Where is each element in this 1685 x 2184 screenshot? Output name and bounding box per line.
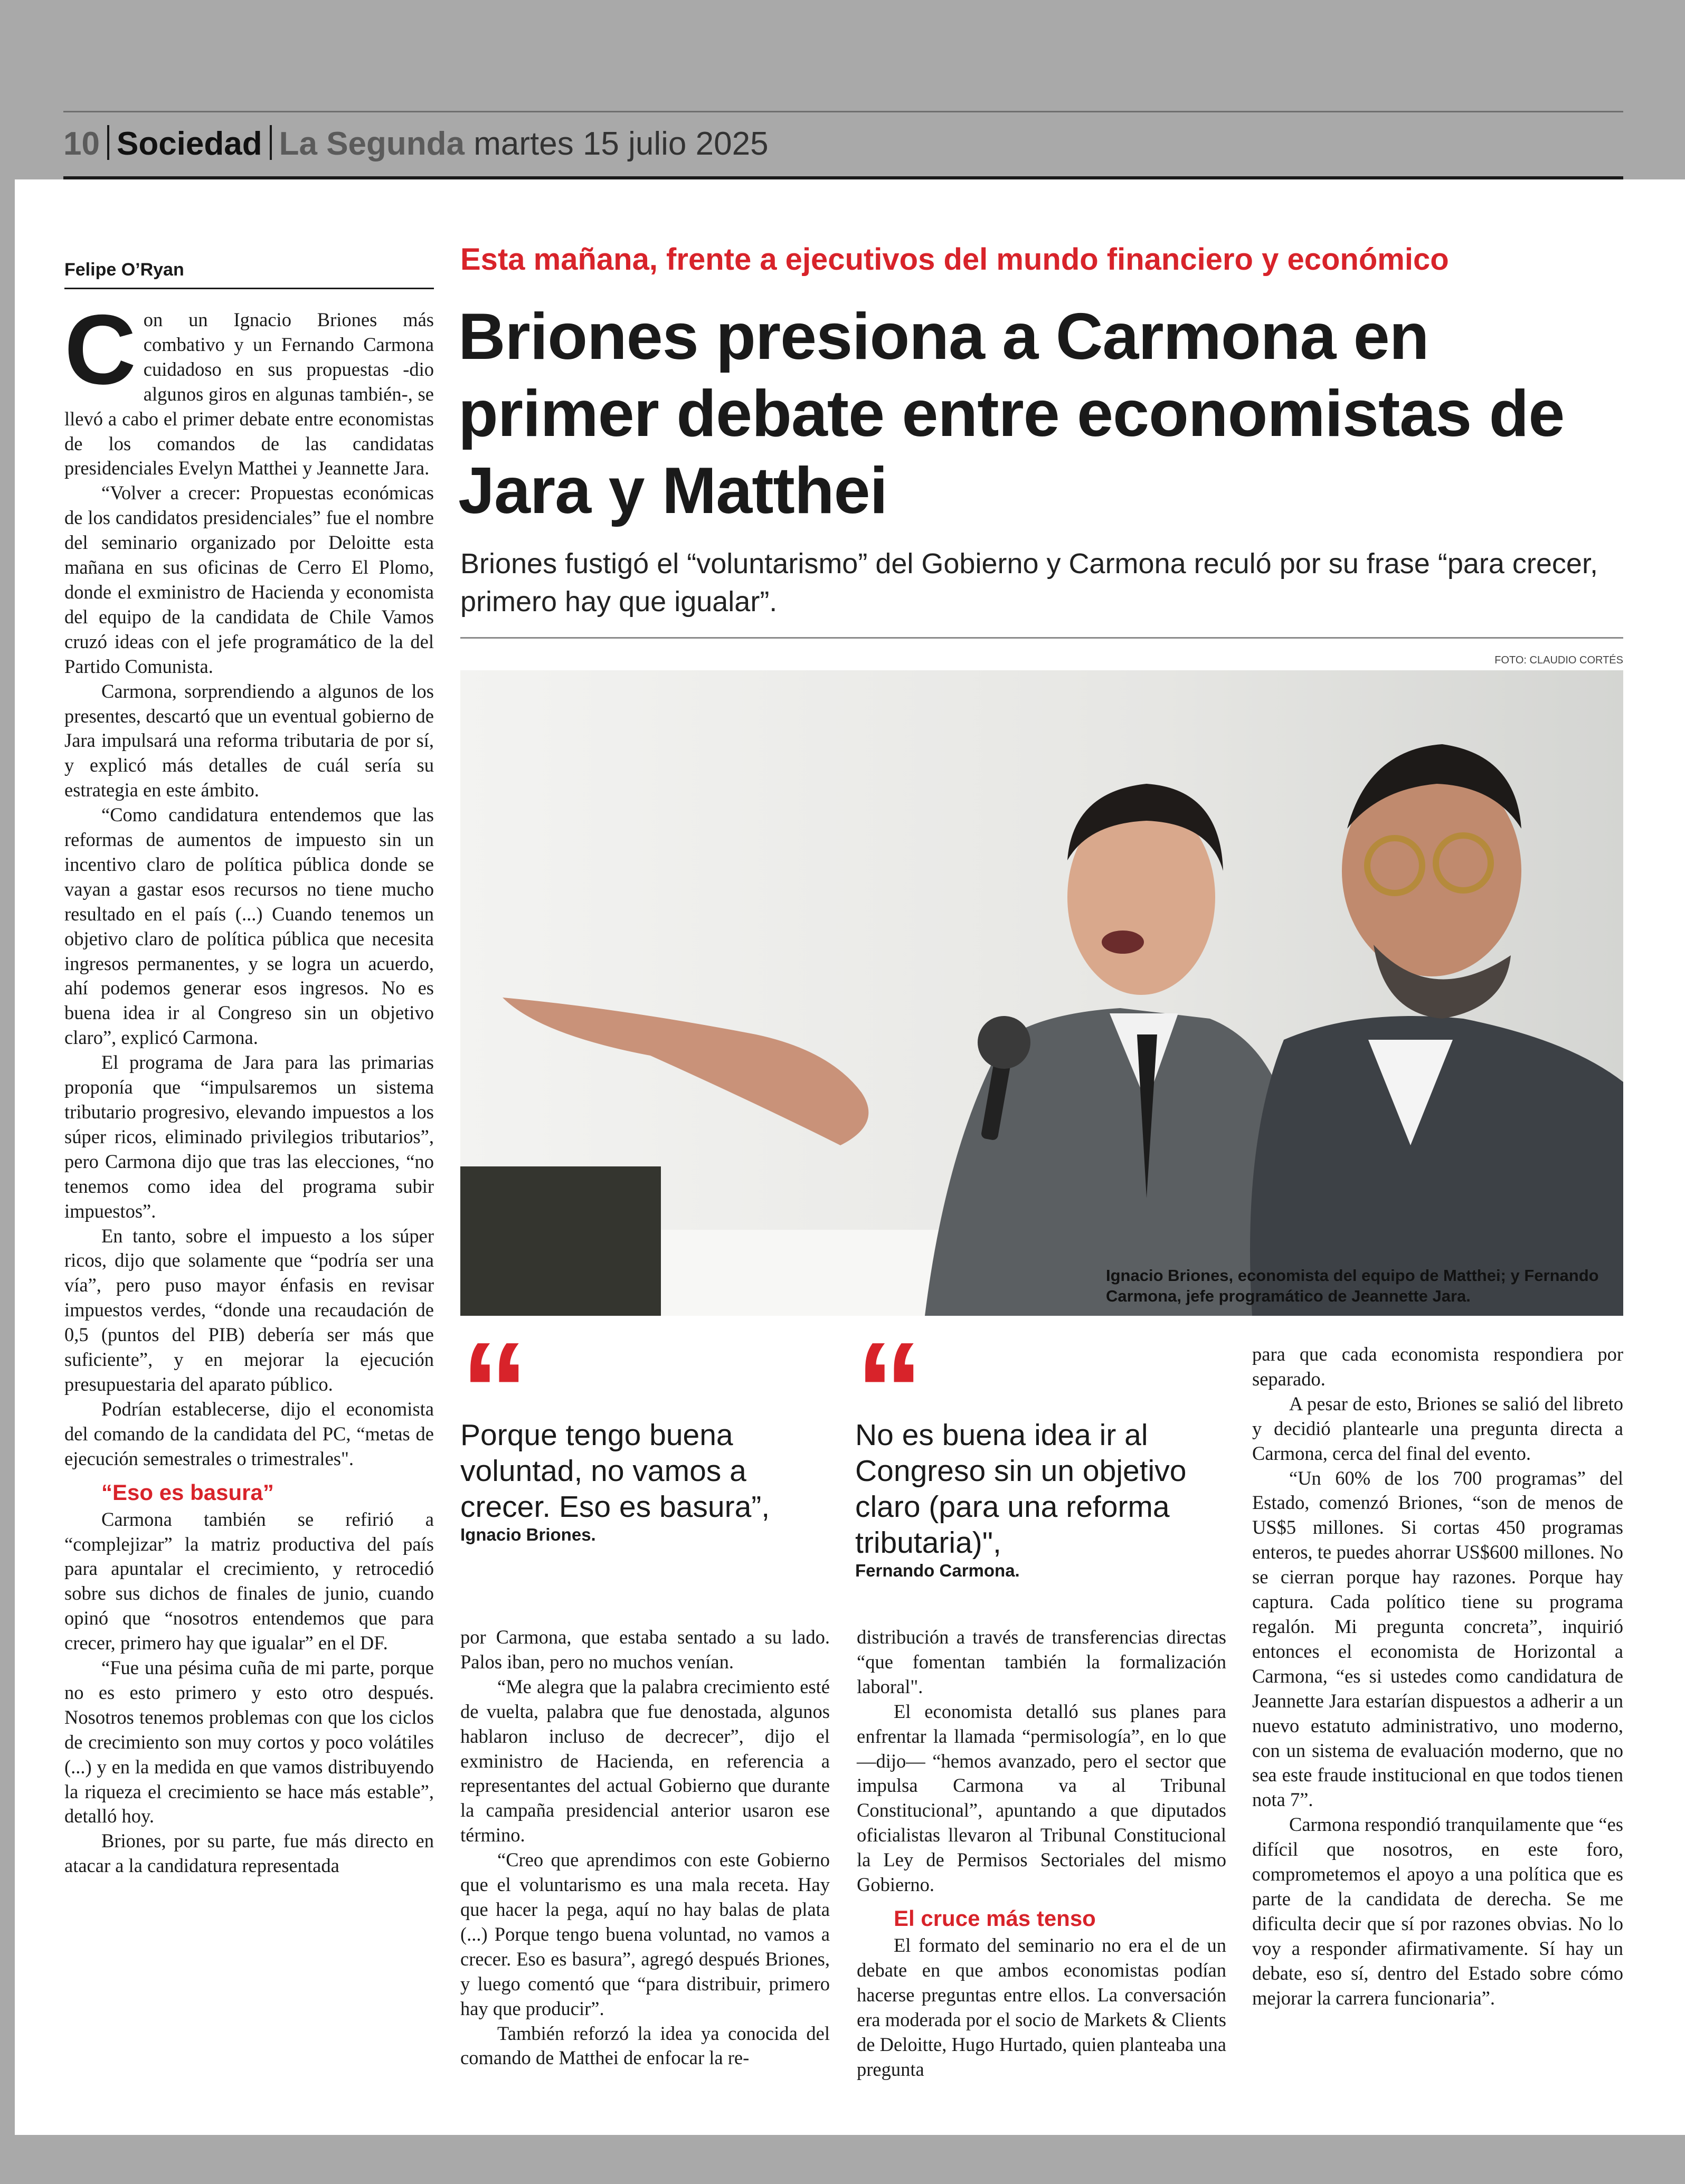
page-number: 10	[63, 126, 100, 162]
pull-quote-carmona	[855, 1338, 1230, 1581]
paragraph: “Como candidatura entendemos que las reformas de aumentos de impuesto sin un incentivo claro de política pública donde se vayan a gastar esos recursos no tiene mucho resultado en el país (...) Cuando tenemos un objetivo claro de política pública que necesita ingresos permanentes, y se logra un acuerdo, ahí podemos generar esos ingresos. No es buena idea ir al Congreso sin un objetivo claro”, explicó Carmona.	[64, 804, 434, 1049]
paragraph: El programa de Jara para las primarias proponía que “impulsaremos un sistema tributario progresivo, elevando impuestos a los súper ricos, eliminado privilegios tributarios”, pero Carmona dijo que tras las elecciones, “no tenemos como idea del programa subir impuestos”.	[64, 1051, 434, 1222]
paragraph: En tanto, sobre el impuesto a los súper ricos, dijo que solamente que “podría ser una vía”, pero puso mayor énfasis en revisar impuestos verdes, “donde una recaudación de 0,5 (puntos del PIB) debería ser más que suficiente”, y en mejorar la ejecución presupuestaria del aparato público.	[64, 1224, 434, 1395]
paragraph: Briones, por su parte, fue más directo en atacar a la candidatura representada	[64, 1830, 434, 1877]
paragraph: Carmona también se refirió a “complejizar” la matriz productiva del país para apuntalar el crecimiento, y retrocedió sobre sus dichos de finales de junio, cuando opinó que “nosotros entendemos que para crecer, primero hay que igualar” en el DF.	[64, 1508, 434, 1654]
paragraph: A pesar de esto, Briones se salió del libreto y decidió plantearle una pregunta directa a Carmona, cerca del final del evento.	[1252, 1392, 1623, 1464]
byline: Felipe O’Ryan	[64, 260, 184, 280]
photo-credit: FOTO: CLAUDIO CORTÉS	[1494, 654, 1623, 666]
paragraph: El formato del seminario no era el de un debate en que ambos economistas podían hacerse preguntas entre ellos. La conversación era moderada por el socio de Markets & Clients de Deloitte, Hugo Hurtado, quien planteaba una pregunta	[857, 1934, 1226, 2080]
quote-text: Porque tengo buena voluntad, no vamos a crecer. Eso es basura”,	[460, 1418, 770, 1524]
paragraph: “Fue una pésima cuña de mi parte, porque no es esto primero y esto otro después. Nosotros tenemos problemas con que los ciclos de crecimiento son muy cortos y poco volátiles (...) y en la medida en que vamos distribuyendo la riqueza el crecimiento se hace más estable”, detalló hoy.	[64, 1657, 434, 1827]
page-header	[63, 111, 1623, 174]
quote-author: Fernando Carmona.	[855, 1561, 1020, 1580]
drop-cap: C	[64, 294, 136, 405]
folio-divider	[270, 125, 272, 160]
article-column-1	[64, 294, 434, 1878]
quote-text: No es buena idea ir al Congreso sin un objetivo claro (para una reforma tributaria)",	[855, 1418, 1187, 1560]
quote-marks: “	[460, 1338, 524, 1417]
paragraph-text: on un Ignacio Briones más combativo y un Fernando Carmona cuidadoso en sus propuestas -dio algunos giros en algunas también-, se llevó a cabo el primer debate entre economistas de los comandos de las candidatas presidenciales Evelyn Matthei y Jeannette Jara.	[64, 309, 434, 479]
paragraph: “Volver a crecer: Propuestas económicas de los candidatos presidenciales” fue el nombre del seminario organizado por Deloitte esta mañana en sus oficinas de Cerro El Plomo, donde el exministro de Hacienda y economista del equipo de la candidata de Chile Vamos cruzó ideas con el jefe programático de la del Partido Comunista.	[64, 482, 434, 677]
deck-rule	[460, 637, 1623, 639]
paragraph: “Un 60% de los 700 programas” del Estado, comenzó Briones, “son de menos de US$5 millones. Si cortas 450 programas enteros, te puedes ahorrar US$600 millones. No se cierran porque hay razones. Porque hay captura. Cada político tiene su programa regalón. Mi pregunta concreta”, inquirió entonces el economista de Horizontal a Carmona, “es si ustedes como candidatura de Jeannette Jara estarían dispuestos a adherir a un nuevo estatuto administrativo, uno moderno, con un sistema de evaluación moderno, que no sea este fraude institucional en que todos tienen nota 7”.	[1252, 1467, 1623, 1811]
newspaper-name: La Segunda	[279, 126, 465, 162]
photo-caption: Ignacio Briones, economista del equipo de Matthei; y Fernando Carmona, jefe programático de Jeannette Jara.	[1106, 1266, 1599, 1305]
issue-date: martes 15 julio 2025	[474, 126, 769, 162]
section-name: Sociedad	[116, 126, 262, 162]
paragraph: El economista detalló sus planes para enfrentar la llamada “permisología”, en lo que —dijo— “hemos avanzado, pero el sector que impulsa Carmona va al Tribunal Constitucional”, apuntando a que diputados oficialistas llevaron al Tribunal Constitucional la Ley de Permisos Sectoriales del mismo Gobierno.	[857, 1700, 1226, 1896]
article-column-3	[857, 1625, 1226, 2082]
headline: Briones presiona a Carmona en primer debate entre economistas de Jara y Matthei	[458, 300, 1565, 527]
photo-illustration	[460, 670, 1623, 1316]
paragraph: para que cada economista respondiera por separado.	[1252, 1343, 1623, 1390]
folio-divider	[107, 125, 109, 160]
paragraph: “Me alegra que la palabra crecimiento esté de vuelta, palabra que fue denostada, algunos hablaron incluso de decrecer”, dijo el exministro de Hacienda, en referencia a representantes del actual Gobierno que durante la campaña presidencial anterior usaron ese término.	[460, 1675, 830, 1846]
pull-quote-briones	[460, 1338, 835, 1545]
paragraph: Carmona respondió tranquilamente que “es difícil que nosotros, en este foro, comprometemos el apoyo a una política que es parte de la candidata de derecha. Se me dificulta decir que sí por razones obvias. No lo voy a responder afirmativamente. Sí hay un debate, eso sí, dentro del Estado sobre cómo mejorar la carrera funcionaria”.	[1252, 1813, 1623, 2009]
article-column-2	[460, 1625, 830, 2071]
paragraph: También reforzó la idea ya conocida del comando de Matthei de enfocar la re-	[460, 2022, 830, 2069]
lead-paragraph	[64, 294, 434, 481]
byline-rule	[64, 288, 434, 289]
folio	[63, 120, 769, 168]
deck: Briones fustigó el “voluntarismo” del Gobierno y Carmona reculó por su frase “para crecer, primero hay que igualar”.	[460, 548, 1598, 618]
kicker: Esta mañana, frente a ejecutivos del mundo financiero y económico	[460, 242, 1449, 277]
quote-marks: “	[855, 1338, 919, 1417]
paragraph: Carmona, sorprendiendo a algunos de los presentes, descartó que un eventual gobierno de Jara impulsará una reforma tributaria de por sí, y explicó más detalles de cuál sería su estrategia en este ámbito.	[64, 680, 434, 801]
paragraph: por Carmona, que estaba sentado a su lado. Palos iban, pero no muchos venían.	[460, 1626, 830, 1673]
header-top-rule	[63, 111, 1623, 112]
quote-author: Ignacio Briones.	[460, 1525, 596, 1544]
paragraph: Podrían establecerse, dijo el economista del comando de la candidata del PC, “metas de ejecución semestrales o trimestrales".	[64, 1398, 434, 1469]
paragraph: “Creo que aprendimos con este Gobierno que el voluntarismo es una mala receta. Hay que hacer la pega, aquí no hay balas de plata (...) Porque tengo buena voluntad, no vamos a crecer. Eso es basura”, agregó después Briones, y luego comentó que “para distribuir, primero hay que producir”.	[460, 1849, 830, 2019]
paragraph: distribución a través de transferencias directas “que fomentan también la formalización laboral".	[857, 1626, 1226, 1697]
article-column-4	[1252, 1342, 1623, 2010]
background-furniture	[460, 1166, 661, 1316]
subhead: “Eso es basura”	[101, 1479, 274, 1505]
subhead: El cruce más tenso	[894, 1905, 1096, 1931]
article-photo	[460, 670, 1623, 1316]
